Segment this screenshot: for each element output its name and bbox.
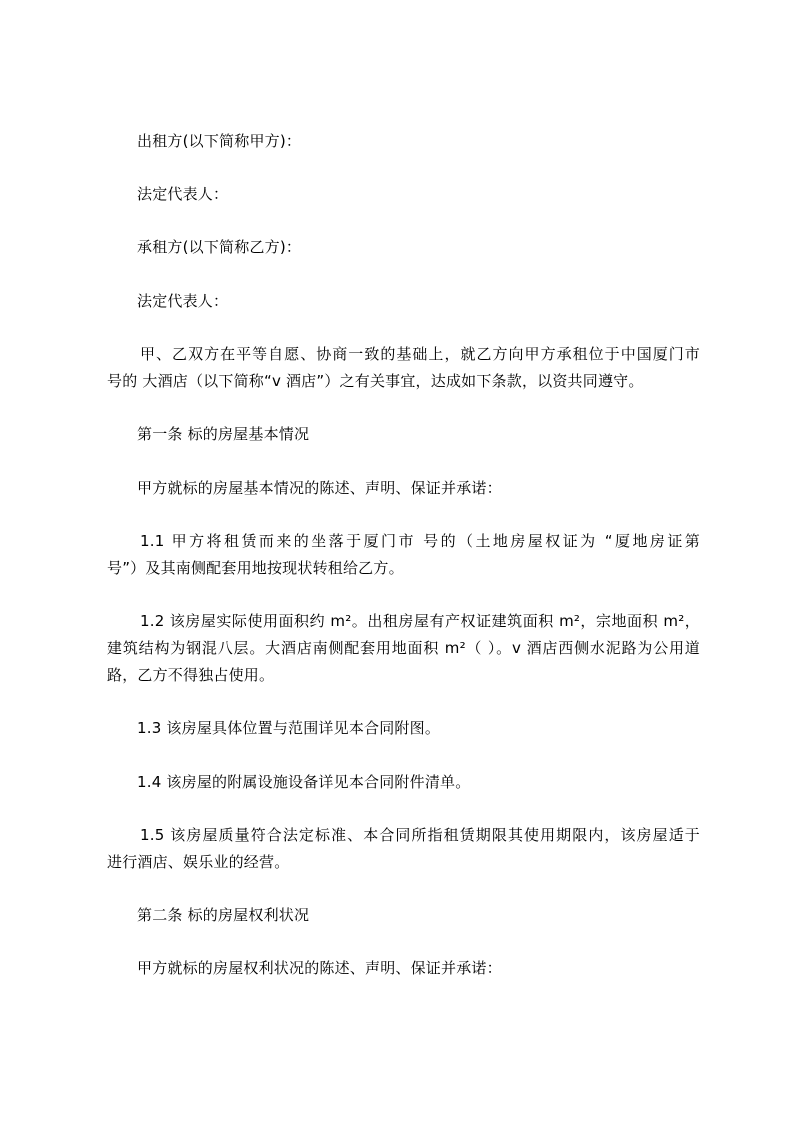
article-2-heading: 第二条 标的房屋权利状况 (137, 906, 310, 924)
clause-1-1-line-1: 1.1 甲方将租赁而来的坐落于厦门市 号的（土地房屋权证为 “厦地房证第 (140, 532, 700, 550)
clause-1-4: 1.4 该房屋的附属设施设备详见本合同附件清单。 (137, 773, 471, 791)
clause-1-5-line-1: 1.5 该房屋质量符合法定标准、本合同所指租赁期限其使用期限内，该房屋适于 (140, 826, 700, 844)
lessee-line: 承租方(以下简称乙方)： (137, 238, 302, 256)
intro-paragraph-line-2: 号的 大酒店（以下简称“v 酒店”）之有关事宜，达成如下条款，以资共同遵守。 (107, 372, 644, 390)
clause-1-2-line-3: 路，乙方不得独占使用。 (107, 666, 275, 684)
intro-paragraph-line-1: 甲、乙双方在平等自愿、协商一致的基础上，就乙方向甲方承租位于中国厦门市 (140, 345, 700, 363)
clause-1-2-line-2: 建筑结构为钢混八层。大酒店南侧配套用地面积 m²（ ）。v 酒店西侧水泥路为公用道 (107, 639, 700, 657)
clause-1-5-line-2: 进行酒店、娱乐业的经营。 (107, 853, 290, 871)
article-1-statement: 甲方就标的房屋基本情况的陈述、声明、保证并承诺： (137, 479, 502, 497)
lessee-representative-line: 法定代表人： (137, 292, 229, 310)
lessor-line: 出租方(以下简称甲方)： (137, 132, 302, 150)
clause-1-1-line-2: 号”）及其南侧配套用地按现状转租给乙方。 (107, 559, 404, 577)
lessor-representative-line: 法定代表人： (137, 185, 229, 203)
clause-1-3: 1.3 该房屋具体位置与范围详见本合同附图。 (137, 719, 441, 737)
article-2-statement: 甲方就标的房屋权利状况的陈述、声明、保证并承诺： (137, 959, 502, 977)
clause-1-2-line-1: 1.2 该房屋实际使用面积约 m²。出租房屋有产权证建筑面积 m²，宗地面积 m²， (140, 612, 700, 630)
article-1-heading: 第一条 标的房屋基本情况 (137, 425, 310, 443)
